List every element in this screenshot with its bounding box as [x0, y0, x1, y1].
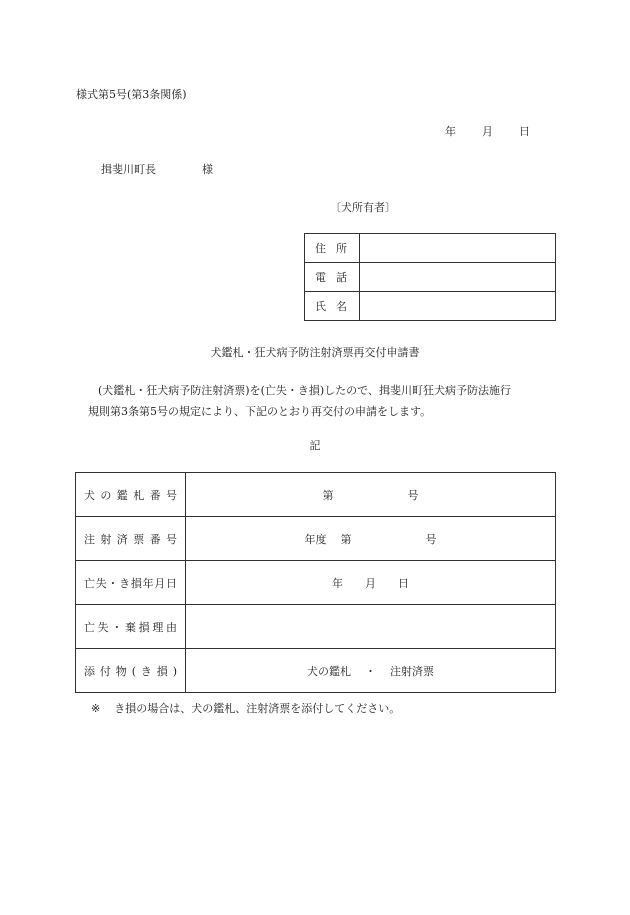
detail-label-date: 亡失・き損年月日 [76, 561, 186, 605]
body-text [88, 380, 558, 422]
detail-row-license [76, 473, 556, 517]
owner-row-name [305, 292, 556, 321]
loss-year: 年 [332, 576, 343, 590]
form-number: 様式第5号(第3条関係) [76, 88, 187, 101]
detail-label-license: 犬の鑑札番号 [76, 473, 186, 517]
detail-label-reason: 亡失・棄損理由 [76, 605, 186, 649]
tag-go: 号 [425, 532, 437, 546]
owner-row-address [305, 234, 556, 263]
owner-phone-field[interactable] [360, 263, 556, 292]
detail-value-reason[interactable] [186, 605, 556, 649]
body-line-2: 規則第3条第5号の規定により、下記のとおり再交付の申請をします。 [88, 405, 432, 418]
detail-value-attachment[interactable] [186, 649, 556, 693]
detail-value-tag[interactable] [186, 517, 556, 561]
document-title: 犬鑑札・狂犬病予防注射済票再交付申請書 [210, 346, 420, 359]
tag-dai: 第 [340, 532, 352, 546]
addressee [101, 161, 213, 177]
note-mark: ※ [91, 702, 101, 715]
date-year: 年 [445, 125, 456, 138]
detail-row-reason [76, 605, 556, 649]
footnote [91, 700, 400, 716]
owner-name-field[interactable] [360, 292, 556, 321]
owner-label-phone: 電話 [305, 263, 360, 292]
detail-row-attachment [76, 649, 556, 693]
detail-row-date [76, 561, 556, 605]
owner-address-field[interactable] [360, 234, 556, 263]
addressee-honorific: 様 [202, 163, 213, 176]
date-day: 日 [519, 125, 530, 138]
license-go: 号 [407, 488, 419, 502]
attachment-tag: 注射済票 [390, 664, 434, 678]
ki-heading: 記 [309, 439, 321, 452]
owner-table [304, 233, 556, 321]
details-table [75, 472, 556, 693]
license-dai: 第 [322, 488, 334, 502]
owner-label-name: 氏名 [305, 292, 360, 321]
detail-label-tag: 注射済票番号 [76, 517, 186, 561]
addressee-name: 揖斐川町長 [101, 163, 156, 176]
detail-value-license[interactable] [186, 473, 556, 517]
detail-value-date[interactable] [186, 561, 556, 605]
date-month: 月 [482, 125, 493, 138]
loss-month: 月 [365, 576, 376, 590]
attachment-separator: ・ [365, 664, 376, 678]
detail-row-tag [76, 517, 556, 561]
owner-label-address: 住所 [305, 234, 360, 263]
tag-nendo: 年度 [304, 532, 327, 546]
detail-label-attachment: 添付物(き損) [76, 649, 186, 693]
loss-day: 日 [398, 576, 409, 590]
date-line [445, 123, 530, 139]
attachment-license: 犬の鑑札 [307, 664, 351, 678]
body-line-1: (犬鑑札・狂犬病予防注射済票)を(亡失・き損)したので、揖斐川町狂犬病予防法施行 [98, 384, 511, 397]
owner-label: 〔犬所有者〕 [330, 201, 396, 214]
owner-row-phone [305, 263, 556, 292]
note-text: き損の場合は、犬の鑑札、注射済票を添付してください。 [114, 702, 401, 715]
